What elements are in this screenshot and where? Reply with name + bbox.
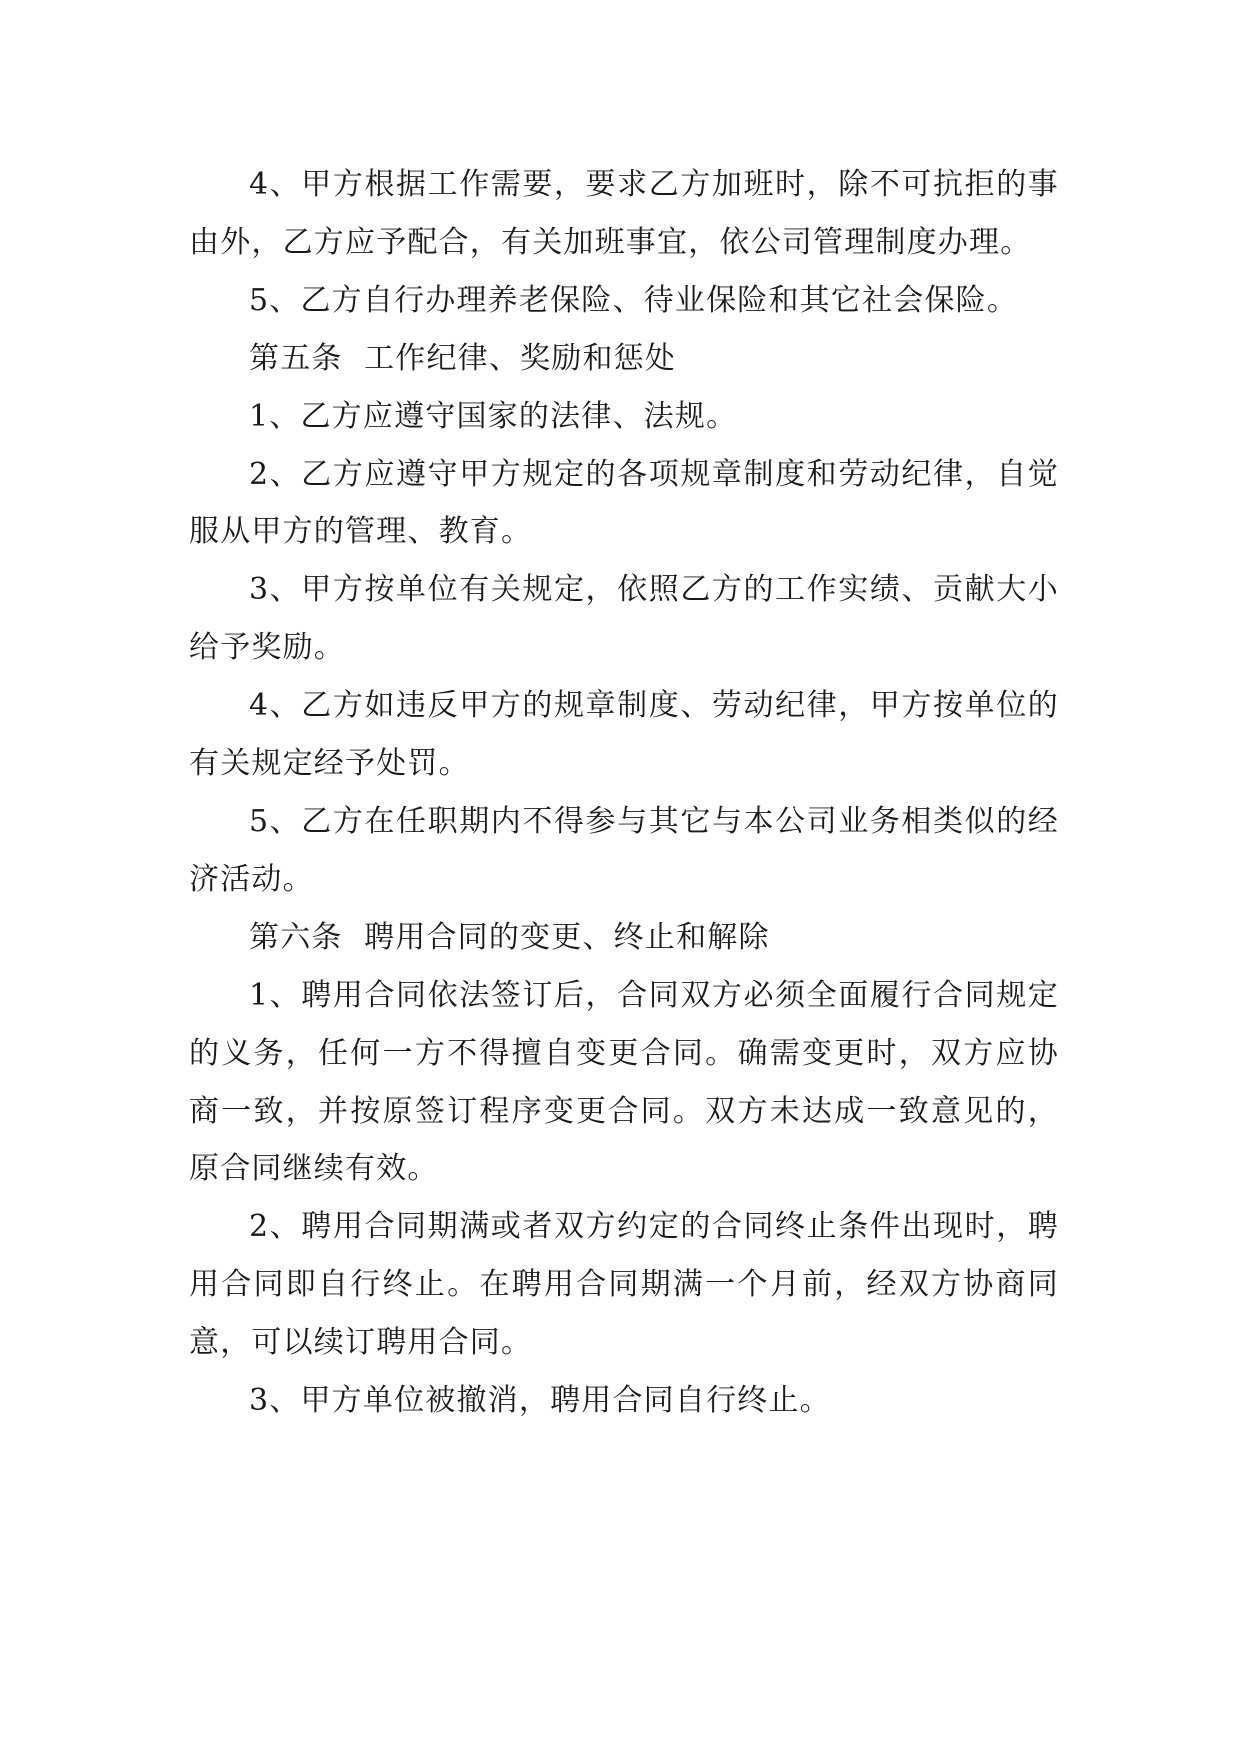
clause-paragraph: 3、甲方单位被撤消，聘用合同自行终止。 — [249, 1383, 831, 1419]
section-heading: 第五条 工作纪律、奖励和惩处 — [249, 340, 677, 376]
clause-paragraph: 3、甲方按单位有关规定，依照乙方的工作实绩、贡献大小给予奖励。 — [189, 572, 1059, 666]
clause-paragraph: 1、乙方应遵守国家的法律、法规。 — [249, 398, 738, 434]
clause-paragraph: 5、乙方在任职期内不得参与其它与本公司业务相类似的经济活动。 — [189, 803, 1059, 897]
clause-paragraph: 2、乙方应遵守甲方规定的各项规章制度和劳动纪律，自觉服从甲方的管理、教育。 — [189, 456, 1059, 550]
clause-paragraph: 1、聘用合同依法签订后，合同双方必须全面履行合同规定的义务，任何一方不得擅自变更合同。确需变更时，双方应协商一致，并按原签订程序变更合同。双方未达成一致意见的，原合同继续有效。 — [189, 977, 1059, 1187]
clause-paragraph: 4、乙方如违反甲方的规章制度、劳动纪律，甲方按单位的有关规定经予处罚。 — [189, 688, 1059, 782]
clause-paragraph: 2、聘用合同期满或者双方约定的合同终止条件出现时，聘用合同即自行终止。在聘用合同期满一个月前，经双方协商同意，可以续订聘用合同。 — [189, 1209, 1059, 1361]
section-heading: 第六条 聘用合同的变更、终止和解除 — [249, 919, 770, 955]
document-body — [189, 156, 1059, 1430]
clause-paragraph: 5、乙方自行办理养老保险、待业保险和其它社会保险。 — [249, 282, 1019, 318]
clause-paragraph: 4、甲方根据工作需要，要求乙方加班时，除不可抗拒的事由外，乙方应予配合，有关加班事宜，依公司管理制度办理。 — [189, 167, 1059, 260]
